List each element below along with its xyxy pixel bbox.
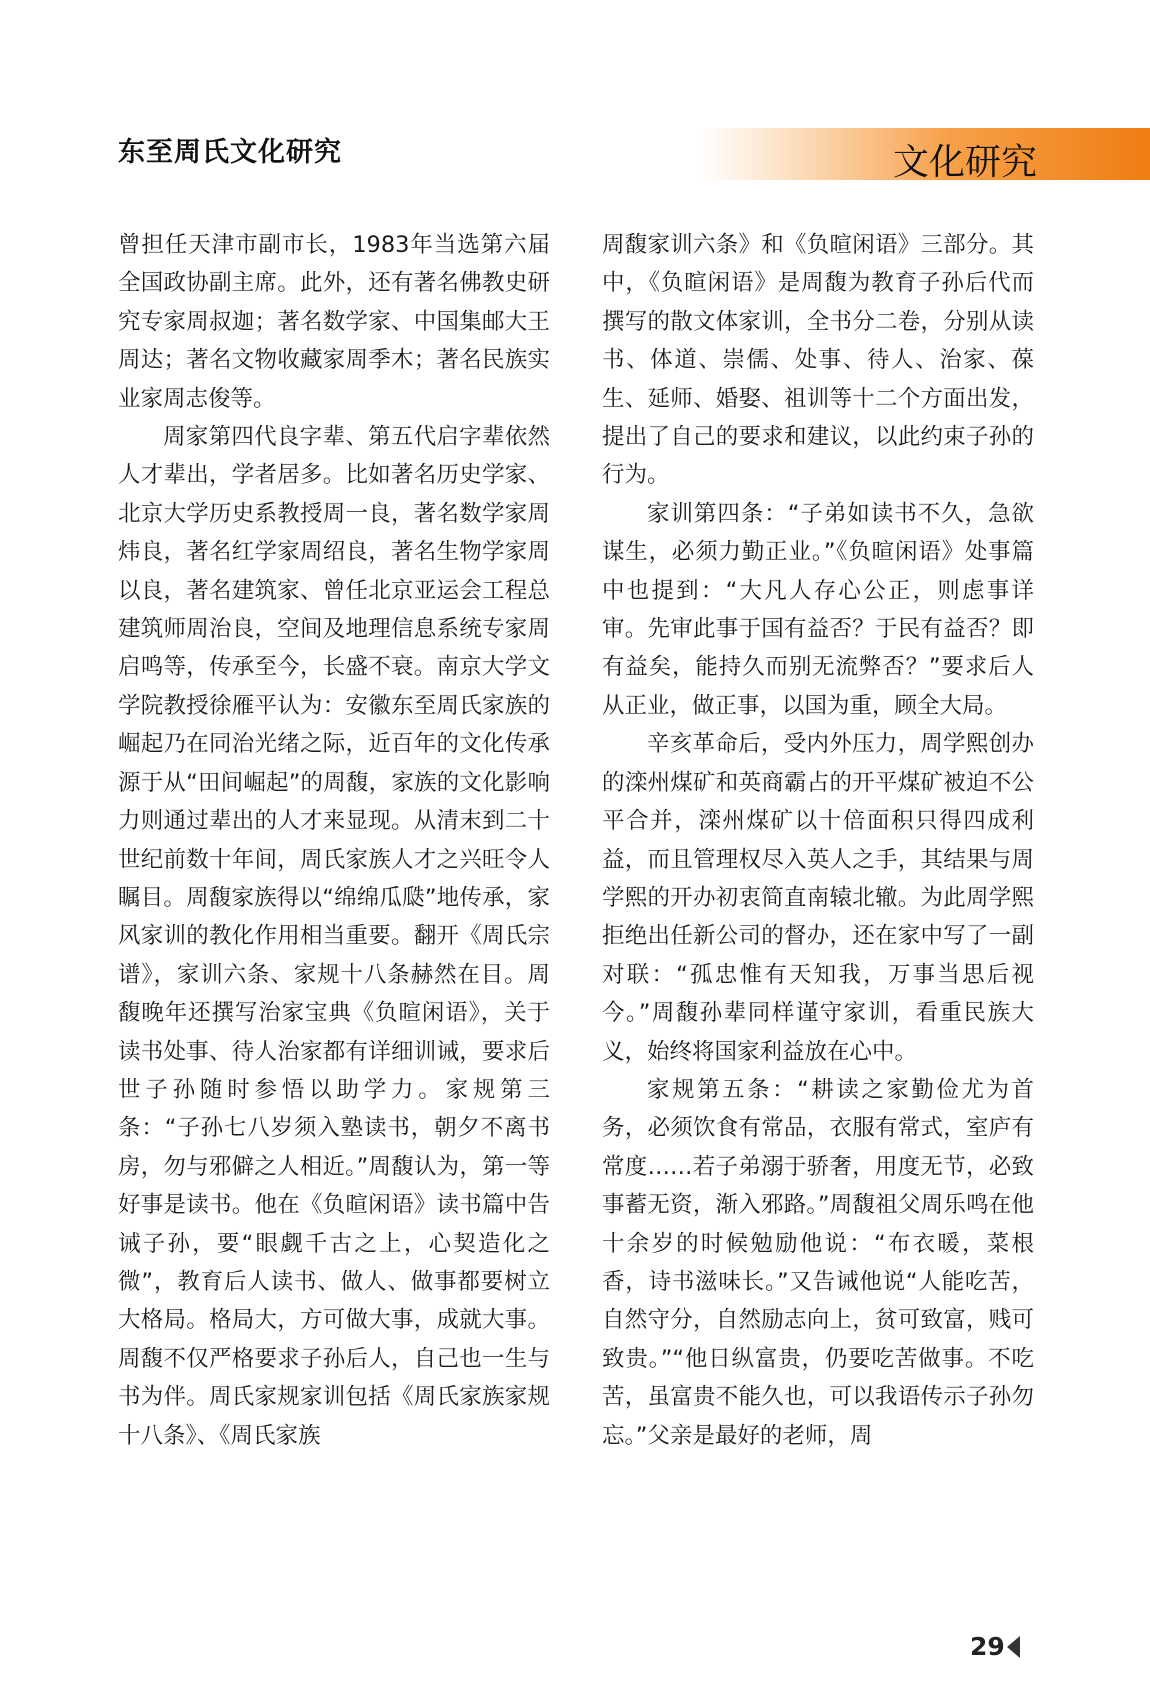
paragraph: 辛亥革命后，受内外压力，周学熙创办的滦州煤矿和英商霸占的开平煤矿被迫不公平合并，滦州煤矿以十倍面积只得四成利益，而且管理权尽入英人之手，其结果与周学熙的开办初衷简直南辕北辙。为此周学熙拒绝出任新公司的督办，还在家中写了一副对联：“孤忠惟有天知我，万事当思后视今。”周馥孙辈同样谨守家训，看重民族大义，始终将国家利益放在心中。: [602, 731, 1034, 1065]
paragraph: 周馥家训六条》和《负暄闲语》三部分。其中，《负暄闲语》是周馥为教育子孙后代而撰写的散文体家训，全书分二卷，分别从读书、体道、崇儒、处事、待人、治家、葆生、延师、婚娶、祖训等十二个方面出发，提出了自己的要求和建议，以此约束子孙的行为。: [602, 232, 1034, 489]
right-text-column: [602, 226, 1034, 1455]
paragraph: 家规第五条：“耕读之家勤俭尤为首务，必须饮食有常品，衣服有常式，室庐有常度……若子弟溺于骄奢，用度无节，必致事蓄无资，渐入邪路。”周馥祖父周乐鸣在他十余岁的时候勉励他说：“布衣暖，菜根香，诗书滋味长。”又告诫他说“人能吃苦，自然守分，自然励志向上，贫可致富，贱可致贵。”“他日纵富贵，仍要吃苦做事。不吃苦，虽富贵不能久也，可以我语传示子孙勿忘。”父亲是最好的老师，周: [602, 1076, 1034, 1449]
paragraph: 周家第四代良字辈、第五代启字辈依然人才辈出，学者居多。比如著名历史学家、北京大学历史系教授周一良，著名数学家周炜良，著名红学家周绍良，著名生物学家周以良，著名建筑家、曾任北京亚运会工程总建筑师周治良，空间及地理信息系统专家周启鸣等，传承至今，长盛不衰。南京大学文学院教授徐雁平认为：安徽东至周氏家族的崛起乃在同治光绪之际，近百年的文化传承源于从“田间崛起”的周馥，家族的文化影响力则通过辈出的人才来显现。从清末到二十世纪前数十年间，周氏家族人才之兴旺令人瞩目。周馥家族得以“绵绵瓜瓞”地传承，家风家训的教化作用相当重要。翻开《周氏宗谱》，家训六条、家规十八条赫然在目。周馥晚年还撰写治家宝典《负暄闲语》，关于读书处事、待人治家都有详细训诫，要求后世子孙随时参悟以助学力。家规第三条：“子孙七八岁须入塾读书，朝夕不离书房，勿与邪僻之人相近。”周馥认为，第一等好事是读书。他在《负暄闲语》读书篇中告诫子孙，要“眼觑千古之上，心契造化之微”，教育后人读书、做人、做事都要树立大格局。格局大，方可做大事，成就大事。周馥不仅严格要求子孙后人，自己也一生与书为伴。周氏家规家训包括《周氏家族家规十八条》、《周氏家族: [118, 424, 550, 1449]
page-arrow-icon: [1007, 1636, 1020, 1658]
journal-title: 东至周氏文化研究: [118, 137, 342, 168]
section-title: 文化研究: [893, 142, 1038, 183]
left-text-column: [118, 226, 550, 1455]
paragraph: 家训第四条：“子弟如读书不久，急欲谋生，必须力勤正业。”《负暄闲语》处事篇中也提到：“大凡人存心公正，则虑事详审。先审此事于国有益否？于民有益否？即有益矣，能持久而别无流弊否？”要求后人从正业，做正事，以国为重，顾全大局。: [602, 500, 1034, 719]
page-number: 29: [970, 1632, 1005, 1661]
paragraph: 曾担任天津市副市长，1983年当选第六届全国政协副主席。此外，还有著名佛教史研究专家周叔迦；著名数学家、中国集邮大王周达；著名文物收藏家周季木；著名民族实业家周志俊等。: [118, 232, 550, 412]
